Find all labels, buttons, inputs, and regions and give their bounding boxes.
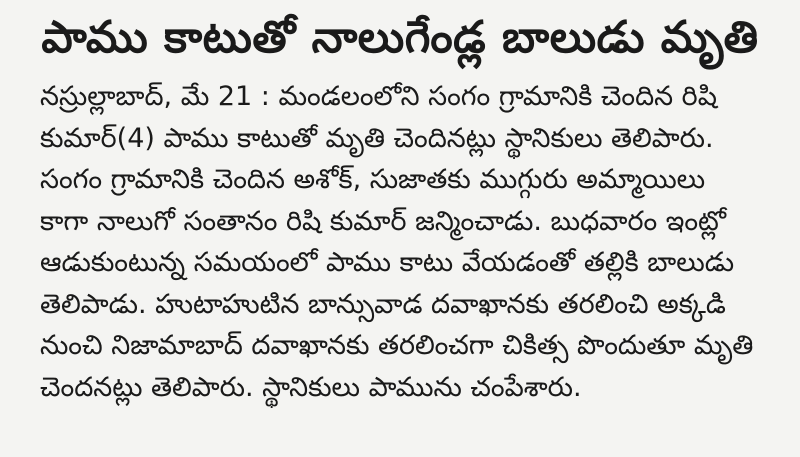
article-line-7: నుంచి నిజామాబాద్ దవాఖానకు తరలించగా చికిత్స పొందుతూ మృతి — [40, 330, 754, 361]
article-line-2: కుమార్(4) పాము కాటుతో మృతి చెందినట్లు స్థానికులు తెలిపారు. — [40, 122, 714, 154]
article-line-1: నస్రుల్లాబాద్, మే 21 : మండలంలోని సంగం గ్రామానికి చెందిన రిషి — [40, 81, 717, 112]
article-line-8: చెందనట్లు తెలిపారు. స్థానికులు పామును చంపేశారు. — [40, 371, 582, 403]
article-line-5: ఆడుకుంటున్న సమయంలో పాము కాటు వేయడంతో తల్లికి బాలుడు — [40, 247, 735, 278]
article-body — [40, 76, 800, 408]
article-headline: పాము కాటుతో నాలుగేండ్ల బాలుడు మృతి — [41, 12, 759, 63]
article-line-6: తెలిపాడు. హుటాహుటిన బాన్సువాడ దవాఖానకు తరలించి అక్కడి — [40, 288, 726, 320]
article-line-3: సంగం గ్రామానికి చెందిన అశోక్, సుజాతకు ముగ్గురు అమ్మాయిలు — [40, 164, 706, 195]
article-line-4: కాగా నాలుగో సంతానం రిషి కుమార్ జన్మించాడు. బుధవారం ఇంట్లో — [40, 205, 727, 237]
